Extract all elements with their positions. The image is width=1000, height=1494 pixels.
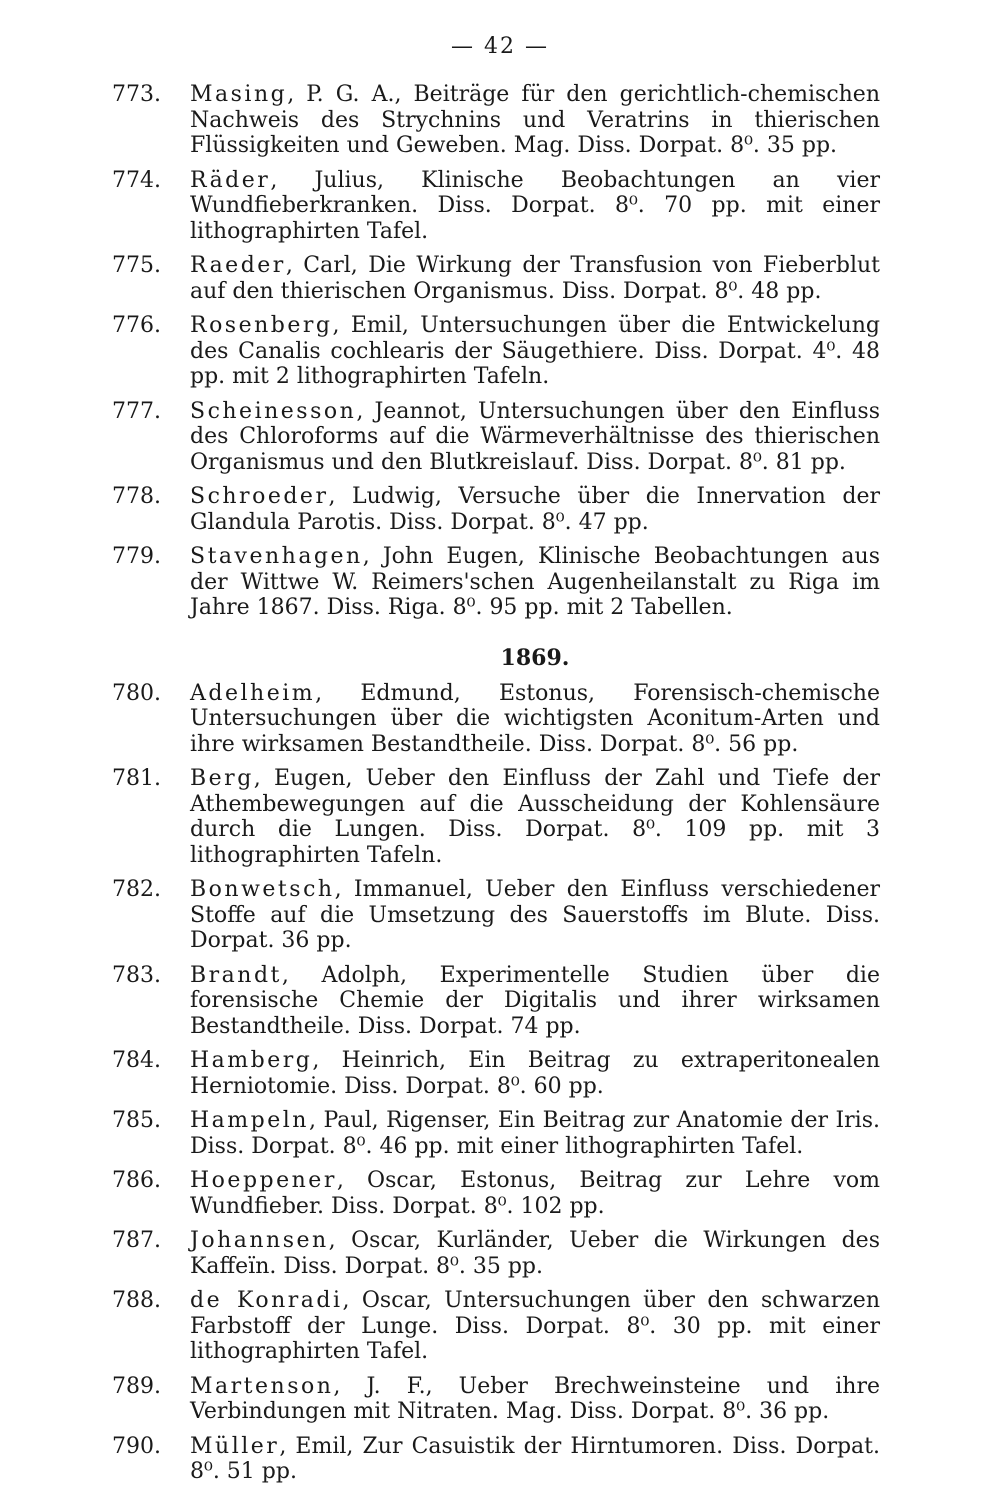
list-item [112, 1168, 880, 1219]
entry-text: , J. F., Ueber Brechweinsteine und ihre Verbindungen mit Nitraten. Mag. Diss. Dorpat. 8⁰. 36 pp. [190, 1373, 880, 1424]
entry-text: , Jeannot, Untersuchungen über den Einfluss des Chloroforms auf die Wärmeverhältnisse des thierischen Organismus und den Blutkreislauf. Diss. Dorpat. 8⁰. 81 pp. [190, 398, 880, 475]
entry-author: Müller [190, 1433, 280, 1459]
entry-number: 783. [112, 962, 161, 988]
list-item [112, 1288, 880, 1365]
page-number: — 42 — [451, 34, 549, 59]
entry-text: , Ludwig, Versuche über die Innervation der Glandula Parotis. Diss. Dorpat. 8⁰. 47 pp. [190, 484, 880, 535]
entry-text: , P. G. A., Beiträge für den gerichtlich-chemischen Nachweis des Strychnins und Veratrins in thierischen Flüssigkeiten und Geweben. Mag. Diss. Dorpat. 8⁰. 35 pp. [190, 82, 880, 158]
entry-number: 779. [112, 544, 161, 569]
entry-number: 776. [112, 313, 161, 338]
list-item [112, 253, 880, 304]
entry-text: , Julius, Klinische Beobachtungen an vier Wundfieberkranken. Diss. Dorpat. 8⁰. 70 pp. mit einer lithographirten Tafel. [190, 167, 880, 244]
entry-text: , Adolph, Experimentelle Studien über die forensische Chemie der Digitalis und ihrer wirksamen Bestandtheile. Diss. Dorpat. 74 pp. [190, 962, 880, 1039]
entry-number: 789. [112, 1373, 161, 1399]
entry-text: , Carl, Die Wirkung der Transfusion von Fieberblut auf den thierischen Organismus. Diss. Dorpat. 8⁰. 48 pp. [190, 253, 880, 304]
entry-author: Brandt [190, 962, 282, 988]
entry-text: , Oscar, Untersuchungen über den schwarzen Farbstoff der Lunge. Diss. Dorpat. 8⁰. 30 pp. mit einer lithographirten Tafel. [190, 1288, 880, 1364]
list-item [112, 1228, 880, 1279]
entry-author: Johannsen [190, 1228, 329, 1253]
list-item [112, 484, 880, 535]
entry-author: Stavenhagen [190, 544, 363, 569]
entry-author: Martenson [190, 1373, 334, 1399]
entry-number: 782. [112, 877, 161, 902]
list-item [112, 1374, 880, 1425]
list-item [112, 1108, 880, 1159]
entry-number: 775. [112, 253, 161, 278]
entry-number: 787. [112, 1228, 161, 1253]
entry-number: 777. [112, 398, 161, 424]
entry-author: Raeder [190, 253, 286, 278]
entry-number: 786. [112, 1168, 161, 1193]
entry-text: , Paul, Rigenser, Ein Beitrag zur Anatomie der Iris. Diss. Dorpat. 8⁰. 46 pp. mit einer lithographirten Tafel. [190, 1108, 880, 1159]
entry-text: , Oscar, Kurländer, Ueber die Wirkungen des Kaffeïn. Diss. Dorpat. 8⁰. 35 pp. [190, 1228, 880, 1279]
entry-text: , Emil, Zur Casuistik der Hirntumoren. Diss. Dorpat. 8⁰. 51 pp. [190, 1433, 880, 1484]
entry-text: , Oscar, Estonus, Beitrag zur Lehre vom Wundfieber. Diss. Dorpat. 8⁰. 102 pp. [190, 1168, 880, 1219]
entry-author: Masing [190, 82, 288, 107]
entry-author: Berg [190, 766, 254, 791]
list-item [112, 963, 880, 1040]
entry-author: Scheinesson [190, 398, 357, 424]
entry-author: de Konradi [190, 1288, 343, 1313]
entry-number: 785. [112, 1108, 161, 1133]
entry-author: Rosenberg [190, 313, 333, 338]
list-item [112, 1434, 880, 1485]
entry-author: Hampeln [190, 1108, 309, 1133]
list-item [112, 168, 880, 245]
entry-author: Hoeppener [190, 1168, 337, 1193]
year-heading: 1869. [500, 644, 570, 671]
entry-author: Räder [190, 167, 271, 193]
list-item [112, 766, 880, 868]
entry-number: 778. [112, 484, 161, 509]
entry-number: 784. [112, 1048, 161, 1073]
list-item [112, 313, 880, 390]
entry-text: , Emil, Untersuchungen über die Entwickelung des Canalis cochlearis der Säugethiere. Diss. Dorpat. 4⁰. 48 pp. mit 2 lithographirten Tafeln. [190, 313, 880, 389]
list-item [112, 544, 880, 621]
entry-number: 780. [112, 680, 161, 706]
list-item [112, 82, 880, 159]
entry-author: Adelheim [190, 680, 316, 706]
entry-number: 788. [112, 1288, 161, 1313]
entry-text: , John Eugen, Klinische Beobachtungen aus der Wittwe W. Reimers'schen Augenheilanstalt zu Riga im Jahre 1867. Diss. Riga. 8⁰. 95 pp. mit 2 Tabellen. [190, 544, 880, 620]
entry-author: Schroeder [190, 484, 329, 509]
list-item [112, 877, 880, 954]
list-item [112, 681, 880, 758]
entry-text: , Heinrich, Ein Beitrag zu extraperitonealen Herniotomie. Diss. Dorpat. 8⁰. 60 pp. [190, 1048, 880, 1099]
entry-number: 781. [112, 766, 161, 791]
entry-text: , Immanuel, Ueber den Einfluss verschiedener Stoffe auf die Umsetzung des Sauerstoffs im Blute. Diss. Dorpat. 36 pp. [190, 877, 880, 953]
entry-text: , Eugen, Ueber den Einfluss der Zahl und Tiefe der Athembewegungen auf die Ausscheidung der Kohlensäure durch die Lungen. Diss. Dorpat. 8⁰. 109 pp. mit 3 lithographirten Tafeln. [190, 766, 880, 868]
bibliography-list [112, 82, 880, 1494]
entry-author: Hamberg [190, 1048, 313, 1073]
entry-number: 773. [112, 82, 161, 107]
entry-text: , Edmund, Estonus, Forensisch-chemische Untersuchungen über die wichtigsten Aconitum-Arten und ihre wirksamen Bestandtheile. Diss. Dorpat. 8⁰. 56 pp. [190, 680, 880, 757]
entry-author: Bonwetsch [190, 877, 335, 902]
entry-number: 790. [112, 1433, 161, 1459]
entry-number: 774. [112, 167, 161, 193]
list-item [112, 399, 880, 476]
list-item [112, 1048, 880, 1099]
